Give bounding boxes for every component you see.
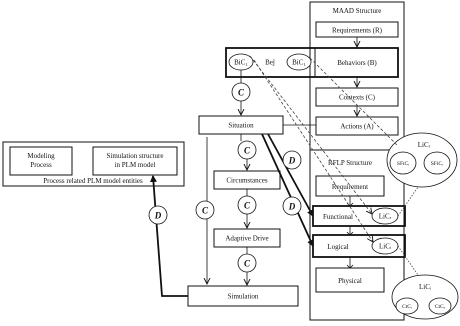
- sfic-left-label: SFiCᵢ: [396, 161, 410, 167]
- c-symbol-1-label: C: [237, 87, 245, 98]
- bic-left-label: BiC₁: [234, 58, 248, 67]
- c-symbol-2-label: C: [243, 145, 251, 156]
- adaptive-drive-label: Adaptive Drive: [225, 234, 269, 243]
- sfic-right-label: SFiCᵣ: [430, 161, 444, 167]
- modeling-process-line2: Process: [30, 161, 52, 169]
- lic-logical-label: LiCᵢ: [378, 242, 392, 251]
- lic-top-title: LiCᵣ: [417, 141, 431, 149]
- simulation-label: Simulation: [227, 292, 259, 301]
- plm-entities-caption: Process related PLM model entities: [43, 177, 143, 185]
- actions-label: Actions (A): [340, 122, 374, 131]
- contexts-label: Contexts (C): [339, 93, 375, 102]
- maad-structure-title: MAAD Structure: [332, 7, 382, 15]
- d-symbol-upper-label: D: [288, 155, 296, 166]
- simulation-structure-line2: in PLM model: [114, 161, 156, 169]
- situation-label: Situation: [228, 121, 254, 130]
- c-symbol-4-label: C: [243, 258, 251, 269]
- ctc-left-label: CtCᵢ: [402, 304, 412, 310]
- bic-right-label: BiC₁: [292, 58, 306, 67]
- c-symbol-3-label: C: [243, 200, 251, 211]
- beq-label: Beĵ: [265, 58, 275, 67]
- rflp-structure-title: RFLP Structure: [328, 159, 372, 167]
- functional-label: Functional: [323, 213, 353, 221]
- behaviors-label: Behaviors (B): [337, 59, 377, 67]
- modeling-process-line1: Modeling: [27, 152, 55, 160]
- lic-functional-label: LiCᵣ: [378, 212, 392, 221]
- simulation-to-plm-arrow: [153, 176, 188, 296]
- ctc-right-label: CtCₑ: [434, 304, 446, 310]
- d-symbol-lower-label: D: [288, 201, 296, 212]
- requirement-label: Requirement: [331, 183, 369, 191]
- simulation-structure-line1: Simulation structure: [106, 152, 164, 160]
- requirements-label: Requirements (R): [332, 26, 382, 35]
- c-symbol-5-label: C: [201, 205, 209, 216]
- d-symbol-left-label: D: [154, 210, 162, 221]
- physical-label: Physical: [338, 277, 362, 285]
- lic-bottom-title: LiCᵢ: [418, 283, 432, 291]
- circumstances-label: Circumstances: [226, 176, 268, 185]
- logical-label: Logical: [327, 243, 349, 251]
